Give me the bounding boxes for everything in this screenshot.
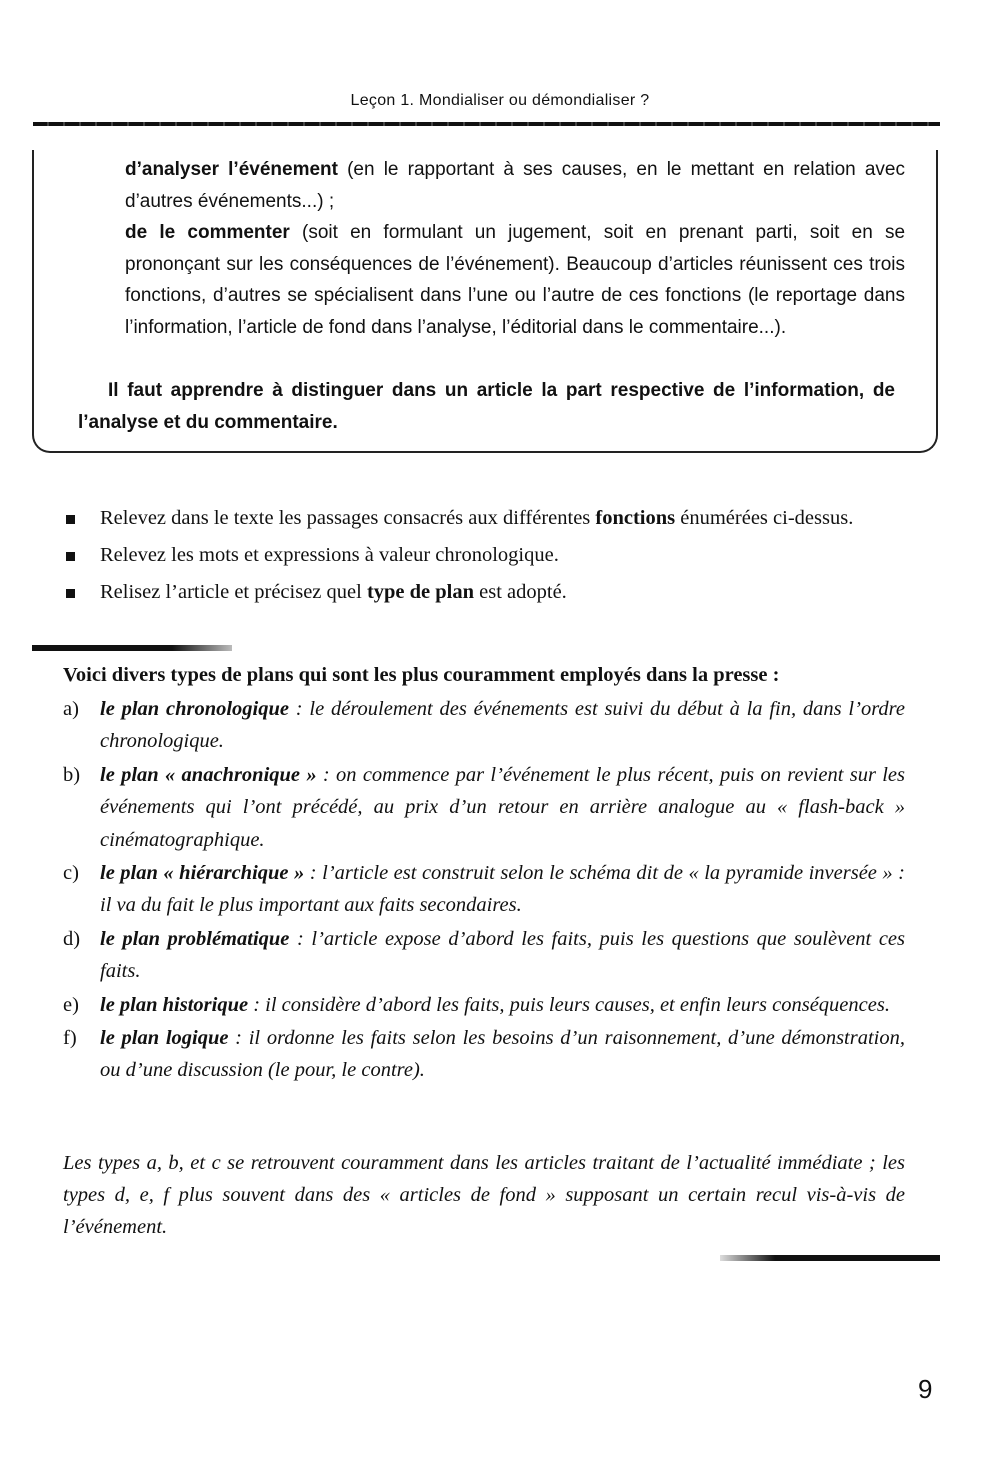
- exercise-list: [62, 500, 942, 611]
- square-bullet-icon: [66, 589, 75, 598]
- plan-item: [63, 693, 905, 758]
- plan-definition: : l’article expose d’abord les faits, puis les questions que soulèvent ces faits.: [100, 927, 905, 983]
- plan-label: a): [63, 698, 79, 720]
- running-header: Leçon 1. Mondialiser ou démondialiser ?: [350, 92, 650, 109]
- plan-term: le plan problématique: [100, 927, 290, 950]
- exercise-text: est adopté.: [474, 581, 567, 603]
- plan-label: b): [63, 763, 81, 786]
- plan-term: le plan « anachronique »: [100, 763, 317, 786]
- exercise-item: [62, 574, 942, 611]
- plan-definition: : il ordonne les faits selon les besoins d’un raisonnement, d’une démonstration, ou d’une discussion (le pour, le contre).: [100, 1027, 905, 1082]
- function-commenter-term: de le commenter: [125, 222, 290, 244]
- summary-conclusion: Il faut apprendre à distinguer dans un article la part respective de l’information, de l’analyse et du commentaire.: [78, 380, 895, 433]
- plan-definition: : il considère d’abord les faits, puis leurs causes, et enfin leurs conséquences.: [248, 993, 890, 1016]
- square-bullet-icon: [66, 515, 75, 524]
- square-bullet-icon: [66, 552, 75, 561]
- plan-term: le plan logique: [100, 1027, 229, 1050]
- function-analyse-text: (en le rapportant à ses causes, en le mettant en relation avec d’autres événements...) ;: [125, 159, 905, 212]
- function-analyse: [125, 154, 905, 217]
- summary-box-text: [125, 154, 905, 344]
- closing-note: Les types a, b, et c se retrouvent couramment dans les articles traitant de l’actualité immédiate ; les types d, e, f plus souvent dans des « articles de fond » supposant un certain recul vis-à-vis de l’événement.: [63, 1152, 905, 1238]
- plan-item: [63, 989, 905, 1021]
- plan-definition: : le déroulement des événements est suivi du début à la fin, dans l’ordre chronologique.: [100, 698, 905, 753]
- header-rule: [33, 122, 940, 126]
- plan-definition: : on commence par l’événement le plus récent, puis on revient sur les événements qui l’ont précédé, au prix d’un retour en arrière analogue au « flash-back » cinématographique.: [100, 763, 905, 851]
- plan-term: le plan historique: [100, 993, 249, 1016]
- function-commenter-text: (soit en formulant un jugement, soit en prenant parti, soit en se prononçant sur les conséquences de l’événement). Beaucoup d’articles réunissent ces trois fonctions, d’autres se spécialisent dans l’une ou l’autre de ces fonctions (le reportage dans l’information, l’article de fond dans l’analyse, l’éditorial dans le commentaire...).: [125, 222, 906, 338]
- plan-term: le plan « hiérarchique »: [100, 862, 305, 885]
- plan-label: e): [63, 993, 79, 1016]
- exercise-text: Relisez l’article et précisez quel: [100, 581, 367, 603]
- plan-label: f): [63, 1027, 77, 1050]
- function-commenter: [125, 217, 905, 343]
- end-rule: [720, 1255, 940, 1261]
- exercise-text: Relevez les mots et expressions à valeur chronologique.: [100, 544, 559, 566]
- plan-label: c): [63, 862, 79, 885]
- exercise-text: énumérées ci-dessus.: [675, 507, 854, 529]
- plan-label: d): [63, 927, 81, 950]
- exercise-bold: fonctions: [595, 507, 676, 529]
- section-rule: [32, 645, 232, 651]
- plan-item: [63, 1022, 905, 1087]
- page-number: 9: [918, 1374, 933, 1404]
- exercise-item: [62, 537, 942, 574]
- plan-item: [63, 857, 905, 922]
- plans-intro: Voici divers types de plans qui sont les plus couramment employés dans la presse :: [63, 664, 780, 686]
- exercise-bold: type de plan: [366, 581, 475, 603]
- exercise-text: Relevez dans le texte les passages consacrés aux différentes: [100, 507, 596, 529]
- plan-item: [63, 923, 905, 988]
- plan-term: le plan chronologique: [100, 698, 289, 720]
- plan-item: [63, 759, 905, 856]
- function-analyse-term: d’analyser l’événement: [125, 159, 338, 180]
- plan-definition: : l’article est construit selon le schéma dit de « la pyramide inversée » : il va du fait le plus important aux faits secondaires.: [100, 862, 905, 917]
- plan-types-list: [63, 693, 905, 1088]
- exercise-item: [62, 500, 942, 537]
